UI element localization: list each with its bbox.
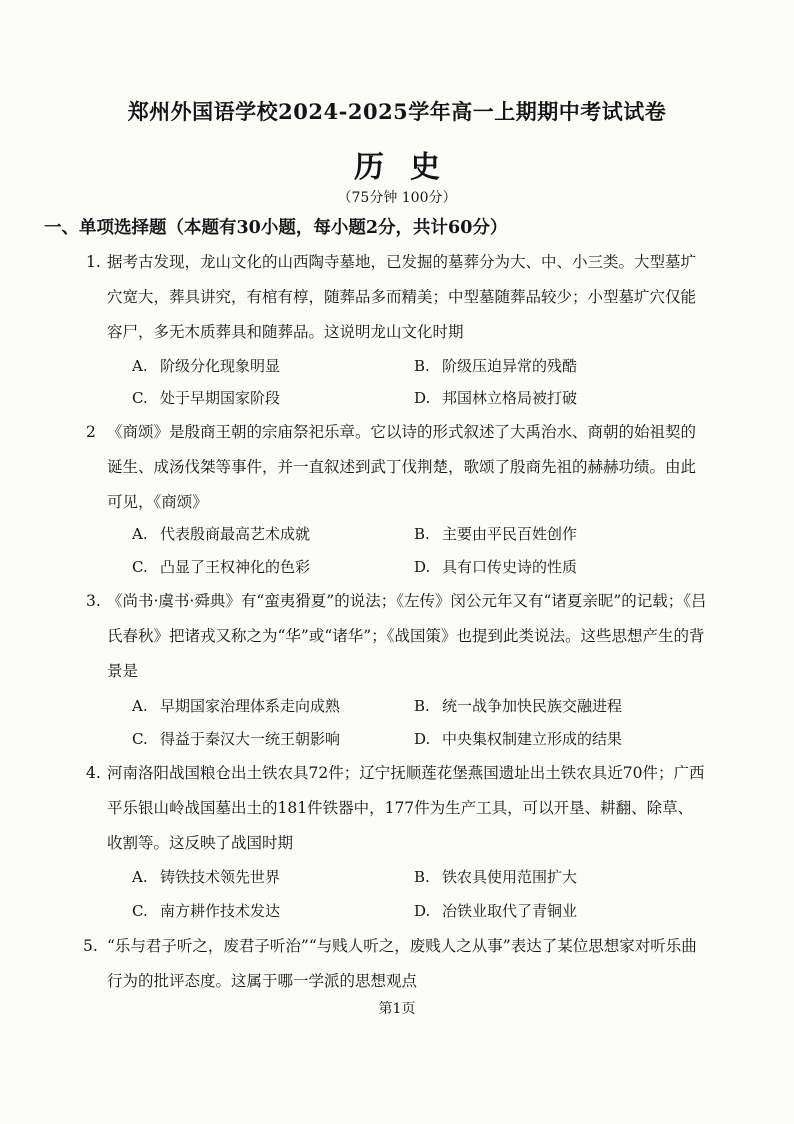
option-letter: C. bbox=[132, 902, 148, 920]
question-number: 1. bbox=[86, 253, 101, 271]
option-1b[interactable] bbox=[414, 356, 577, 376]
option-text: 铁农具使用范围扩大 bbox=[442, 868, 578, 886]
option-3d[interactable] bbox=[414, 729, 622, 749]
option-text: 中央集权制建立形成的结果 bbox=[442, 730, 623, 748]
option-4c[interactable] bbox=[132, 901, 280, 921]
option-text: 凸显了王权神化的色彩 bbox=[160, 558, 311, 576]
option-letter: C. bbox=[132, 558, 148, 576]
exam-duration: （75分钟 100分） bbox=[337, 190, 457, 206]
option-letter: B. bbox=[414, 525, 430, 543]
option-text: 主要由平民百姓创作 bbox=[442, 525, 578, 543]
exam-title: 郑州外国语学校2024-2025学年高一上期期中考试试卷 bbox=[127, 99, 667, 124]
question-3 bbox=[86, 584, 707, 689]
question-stem: 据考古发现，龙山文化的山西陶寺墓地，已发掘的墓葬分为大、中、小三类。大型墓圹穴宽大，葬具讲究，有棺有椁，随葬品多而精美；中型墓随葬品较少；小型墓圹穴仅能容尸，多无木质葬具和随葬品。这说明龙山文化时期 bbox=[107, 253, 697, 341]
option-letter: A. bbox=[132, 525, 148, 543]
option-letter: A. bbox=[132, 357, 148, 375]
option-letter: D. bbox=[414, 389, 431, 407]
option-text: 得益于秦汉大一统王朝影响 bbox=[160, 730, 341, 748]
option-text: 阶级分化现象明显 bbox=[160, 357, 281, 375]
section-heading: 一、单项选择题（本题有30小题，每小题2分，共计60分） bbox=[44, 218, 508, 238]
option-4b[interactable] bbox=[414, 867, 577, 887]
question-5 bbox=[83, 929, 707, 999]
subject-title: 历史 bbox=[354, 150, 466, 185]
question-number: 2 bbox=[86, 423, 96, 441]
option-text: 南方耕作技术发达 bbox=[160, 902, 281, 920]
option-letter: A. bbox=[132, 697, 148, 715]
question-stem: 《尚书·虞书·舜典》有“蛮夷猾夏”的说法；《左传》闵公元年又有“诸夏亲昵”的记载；《吕氏春秋》把诸戎又称之为“华”或“诸华”；《战国策》也提到此类说法。这些思想产生的背景是 bbox=[107, 592, 707, 680]
option-letter: A. bbox=[132, 868, 148, 886]
page-number: 第1页 bbox=[378, 1001, 416, 1017]
option-text: 具有口传史诗的性质 bbox=[442, 558, 578, 576]
option-text: 早期国家治理体系走向成熟 bbox=[160, 697, 341, 715]
option-3a[interactable] bbox=[132, 696, 340, 716]
option-letter: B. bbox=[414, 868, 430, 886]
question-1 bbox=[86, 245, 707, 350]
option-letter: C. bbox=[132, 730, 148, 748]
option-1c[interactable] bbox=[132, 388, 280, 408]
option-text: 冶铁业取代了青铜业 bbox=[442, 902, 578, 920]
option-4d[interactable] bbox=[414, 901, 577, 921]
option-4a[interactable] bbox=[132, 867, 280, 887]
option-letter: C. bbox=[132, 389, 148, 407]
option-1d[interactable] bbox=[414, 388, 577, 408]
option-2a[interactable] bbox=[132, 524, 310, 544]
option-text: 铸铁技术领先世界 bbox=[160, 868, 281, 886]
option-text: 代表殷商最高艺术成就 bbox=[160, 525, 311, 543]
question-stem: 河南洛阳战国粮仓出土铁农具72件；辽宁抚顺莲花堡燕国遗址出土铁农具近70件；广西平乐银山岭战国墓出土的181件铁器中，177件为生产工具，可以开垦、耕翻、除草、收割等。这反映了战国时期 bbox=[107, 764, 705, 852]
option-text: 统一战争加快民族交融进程 bbox=[442, 697, 623, 715]
question-4 bbox=[86, 756, 707, 861]
option-letter: D. bbox=[414, 902, 431, 920]
question-stem: 《商颂》是殷商王朝的宗庙祭祀乐章。它以诗的形式叙述了大禹治水、商朝的始祖契的诞生、成汤伐桀等事件，并一直叙述到武丁伐荆楚，歌颂了殷商先祖的赫赫功绩。由此可见，《商颂》 bbox=[107, 423, 697, 511]
option-text: 处于早期国家阶段 bbox=[160, 389, 281, 407]
option-letter: B. bbox=[414, 357, 430, 375]
option-3b[interactable] bbox=[414, 696, 622, 716]
option-2b[interactable] bbox=[414, 524, 577, 544]
option-1a[interactable] bbox=[132, 356, 280, 376]
option-2d[interactable] bbox=[414, 557, 577, 577]
option-text: 邦国林立格局被打破 bbox=[442, 389, 578, 407]
option-letter: D. bbox=[414, 558, 431, 576]
question-stem: “乐与君子听之，废君子听治”“与贱人听之，废贱人之从事”表达了某位思想家对听乐曲行为的批评态度。这属于哪一学派的思想观点 bbox=[107, 937, 697, 990]
option-2c[interactable] bbox=[132, 557, 310, 577]
question-number: 3. bbox=[86, 592, 101, 610]
question-number: 5. bbox=[83, 937, 98, 955]
question-number: 4. bbox=[86, 764, 101, 782]
option-letter: B. bbox=[414, 697, 430, 715]
option-text: 阶级压迫异常的残酷 bbox=[442, 357, 578, 375]
option-3c[interactable] bbox=[132, 729, 340, 749]
option-letter: D. bbox=[414, 730, 431, 748]
question-2 bbox=[86, 415, 707, 520]
